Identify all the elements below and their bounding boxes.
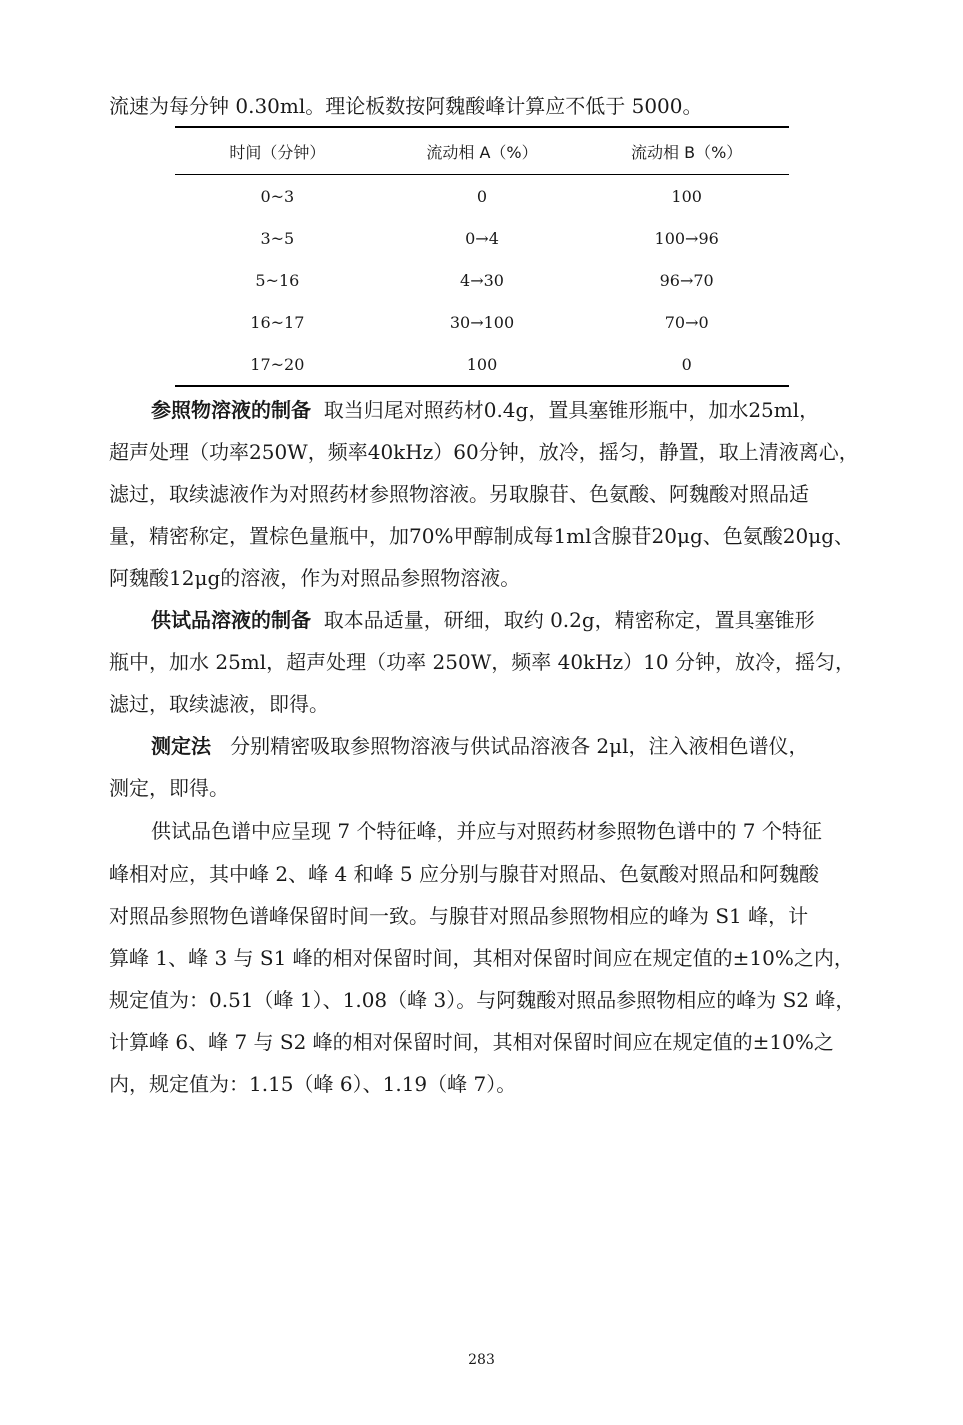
section2-line: 滤过，取续滤液，即得。 [109, 692, 329, 716]
table-cell: 100 [466, 354, 498, 374]
section1-heading: 参照物溶液的制备 [151, 398, 311, 422]
table-cell: 100→96 [654, 228, 719, 248]
section1-line: 量，精密称定，置棕色量瓶中，加70%甲醇制成每1ml含腺苷20μg、色氨酸20μg、 [109, 524, 855, 548]
section4-line: 算峰 1、峰 3 与 S1 峰的相对保留时间，其相对保留时间应在规定值的±10%之内， [109, 946, 854, 970]
table-cell: 0~3 [260, 186, 295, 206]
table-cell: 0 [681, 354, 692, 374]
table-cell: 30→100 [449, 312, 515, 332]
table-cell: 0→4 [465, 228, 499, 248]
gradient-table [175, 126, 789, 387]
table-cell: 4→30 [460, 270, 504, 290]
section1-line: 滤过，取续滤液作为对照药材参照物溶液。另取腺苷、色氨酸、阿魏酸对照品适 [109, 482, 809, 506]
table-cell: 0 [476, 186, 488, 206]
header-phase-a: 流动相 A（%） [426, 142, 538, 162]
section2-heading: 供试品溶液的制备 [151, 608, 311, 632]
intro-line: 流速为每分钟 0.30ml。理论板数按阿魏酸峰计算应不低于 5000。 [109, 94, 703, 118]
section4-line: 供试品色谱中应呈现 7 个特征峰，并应与对照药材参照物色谱中的 7 个特征 [151, 819, 822, 843]
section3-first-line [151, 732, 809, 760]
table-row [175, 301, 789, 343]
section4-line: 计算峰 6、峰 7 与 S2 峰的相对保留时间，其相对保留时间应在规定值的±10%之 [109, 1030, 834, 1054]
table-cell: 16~17 [250, 312, 305, 332]
section4-line: 内，规定值为：1.15（峰 6）、1.19（峰 7）。 [109, 1072, 517, 1096]
section1-first-line [151, 396, 819, 424]
table-cell: 100 [671, 186, 702, 206]
section4-line: 峰相对应，其中峰 2、峰 4 和峰 5 应分别与腺苷对照品、色氨酸对照品和阿魏酸 [109, 862, 819, 886]
table-row [175, 217, 789, 259]
header-time: 时间（分钟） [229, 142, 326, 162]
section1-line: 阿魏酸12μg的溶液，作为对照品参照物溶液。 [109, 566, 521, 590]
table-cell: 70→0 [664, 312, 709, 332]
table-cell: 5~16 [255, 270, 300, 290]
table-cell: 17~20 [250, 354, 305, 374]
section2-first-line [151, 606, 815, 634]
section2-text: 取本品适量，研细，取约 0.2g，精密称定，置具塞锥形 [323, 608, 815, 632]
table-row [175, 259, 789, 301]
table-row [175, 343, 789, 385]
table-row [175, 175, 789, 217]
section1-text: 取当归尾对照药材0.4g，置具塞锥形瓶中，加水25ml， [323, 398, 820, 422]
section4-line: 规定值为：0.51（峰 1）、1.08（峰 3）。与阿魏酸对照品参照物相应的峰为 S2 峰， [109, 988, 856, 1012]
page-number: 283 [468, 1352, 495, 1368]
section3-line: 测定，即得。 [109, 776, 229, 800]
table-header-row [175, 128, 789, 175]
header-phase-b: 流动相 B（%） [631, 142, 743, 162]
section3-text: 分别精密吸取参照物溶液与供试品溶液各 2μl，注入液相色谱仪， [230, 734, 809, 758]
section3-heading: 测定法 [151, 734, 211, 758]
section1-line: 超声处理（功率250W，频率40kHz）60分钟，放冷，摇匀，静置，取上清液离心， [109, 440, 859, 464]
table-cell: 3~5 [260, 228, 295, 248]
section4-line: 对照品参照物色谱峰保留时间一致。与腺苷对照品参照物相应的峰为 S1 峰，计 [109, 904, 809, 928]
table-cell: 96→70 [659, 270, 714, 290]
section2-line: 瓶中，加水 25ml，超声处理（功率 250W，频率 40kHz）10 分钟，放冷，摇匀， [109, 650, 855, 674]
